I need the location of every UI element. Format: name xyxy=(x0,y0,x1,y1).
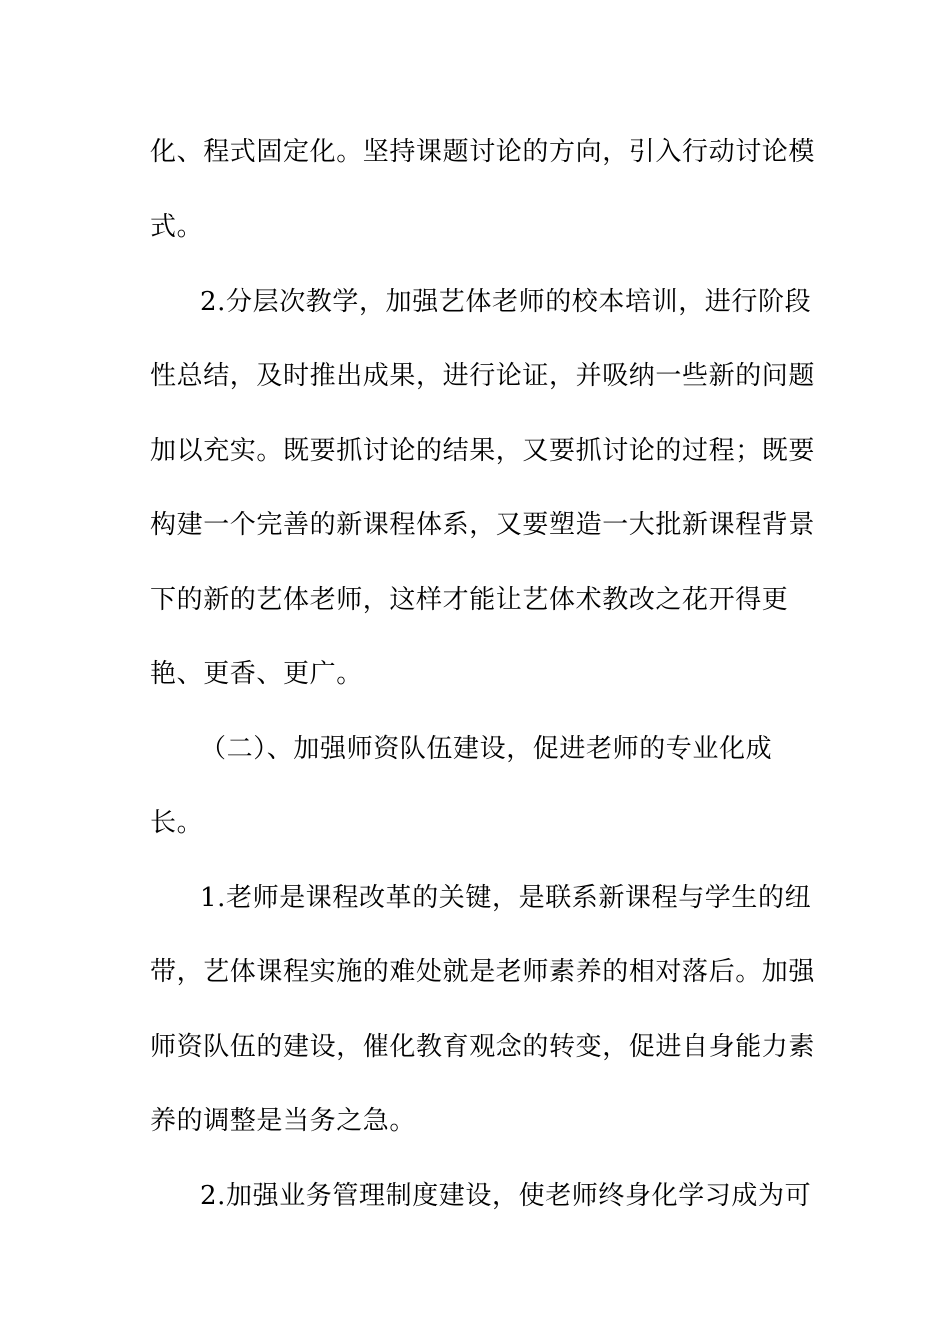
paragraph-line: 加以充实。既要抓讨论的结果，又要抓讨论的过程；既要 xyxy=(150,436,816,466)
section-heading: （二）、加强师资队伍建设，促进老师的专业化成 xyxy=(200,734,773,764)
paragraph-line: 2.分层次教学，加强艺体老师的校本培训，进行阶段 xyxy=(200,287,812,317)
paragraph-line: 构建一个完善的新课程体系，又要塑造一大批新课程背景 xyxy=(150,510,816,540)
paragraph-line: 长。 xyxy=(150,808,204,838)
paragraph-line: 下的新的艺体老师，这样才能让艺体术教改之花开得更 xyxy=(150,585,789,615)
paragraph-line: 1.老师是课程改革的关键，是联系新课程与学生的纽 xyxy=(200,883,812,913)
paragraph-line: 带，艺体课程实施的难处就是老师素养的相对落后。加强 xyxy=(150,957,816,987)
paragraph-line: 性总结，及时推出成果，进行论证，并吸纳一些新的问题 xyxy=(150,361,816,391)
paragraph-line: 师资队伍的建设，催化教育观念的转变，促进自身能力素 xyxy=(150,1032,816,1062)
paragraph-line: 化、程式固定化。坚持课题讨论的方向，引入行动讨论模 xyxy=(150,137,816,167)
paragraph-line: 艳、更香、更广。 xyxy=(150,659,363,689)
paragraph-line: 2.加强业务管理制度建设，使老师终身化学习成为可 xyxy=(200,1181,812,1211)
paragraph-line: 养的调整是当务之急。 xyxy=(150,1106,417,1136)
paragraph-line: 式。 xyxy=(150,212,204,242)
